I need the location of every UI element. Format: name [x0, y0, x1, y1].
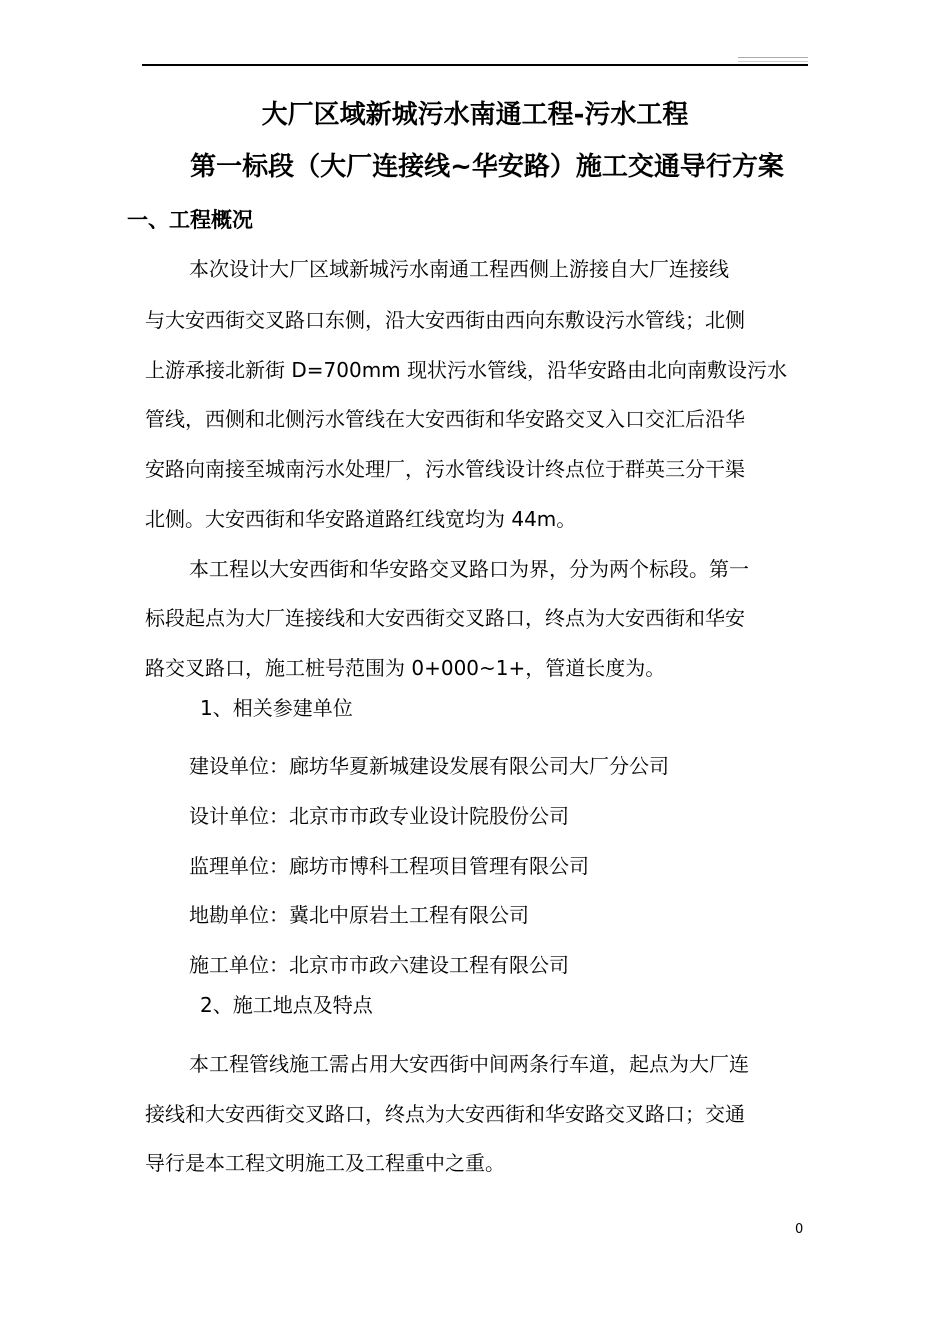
- paragraph-line: 上游承接北新街 D=700mm 现状污水管线，沿华安路由北向南敷设污水: [145, 358, 788, 382]
- section-heading: 一、工程概况: [127, 208, 253, 232]
- unit-line: 地勘单位：冀北中原岩土工程有限公司: [189, 903, 529, 927]
- paragraph-line: 标段起点为大厂连接线和大安西街交叉路口，终点为大安西街和华安: [145, 606, 745, 630]
- subsection-heading: 2、施工地点及特点: [200, 993, 373, 1017]
- paragraph-line: 管线，西侧和北侧污水管线在大安西街和华安路交叉入口交汇后沿华: [145, 407, 745, 431]
- unit-line: 设计单位：北京市市政专业设计院股份公司: [189, 804, 569, 828]
- unit-line: 施工单位：北京市市政六建设工程有限公司: [189, 953, 569, 977]
- paragraph-line: 安路向南接至城南污水处理厂，污水管线设计终点位于群英三分干渠: [145, 457, 745, 481]
- page-number: 0: [795, 1222, 804, 1237]
- paragraph-line: 本工程管线施工需占用大安西街中间两条行车道，起点为大厂连: [189, 1052, 749, 1076]
- paragraph-line: 导行是本工程文明施工及工程重中之重。: [145, 1151, 505, 1175]
- unit-line: 建设单位：廊坊华夏新城建设发展有限公司大厂分公司: [189, 754, 669, 778]
- paragraph-line: 北侧。大安西街和华安路道路红线宽均为 44m。: [145, 507, 577, 531]
- header-mark: [738, 61, 808, 62]
- unit-line: 监理单位：廊坊市博科工程项目管理有限公司: [189, 854, 589, 878]
- header-mark: [738, 57, 808, 58]
- document-title-line1: 大厂区域新城污水南通工程-污水工程: [261, 100, 689, 130]
- header-rule: [142, 64, 808, 66]
- document-title-line2: 第一标段（大厂连接线~华安路）施工交通导行方案: [190, 152, 784, 182]
- paragraph-line: 接线和大安西街交叉路口，终点为大安西街和华安路交叉路口；交通: [145, 1102, 745, 1126]
- paragraph-line: 路交叉路口，施工桩号范围为 0+000~1+，管道长度为。: [145, 656, 666, 680]
- paragraph-line: 本次设计大厂区域新城污水南通工程西侧上游接自大厂连接线: [189, 257, 729, 281]
- paragraph-line: 本工程以大安西街和华安路交叉路口为界，分为两个标段。第一: [189, 557, 749, 581]
- subsection-heading: 1、相关参建单位: [200, 696, 353, 720]
- paragraph-line: 与大安西街交叉路口东侧，沿大安西街由西向东敷设污水管线；北侧: [145, 308, 745, 332]
